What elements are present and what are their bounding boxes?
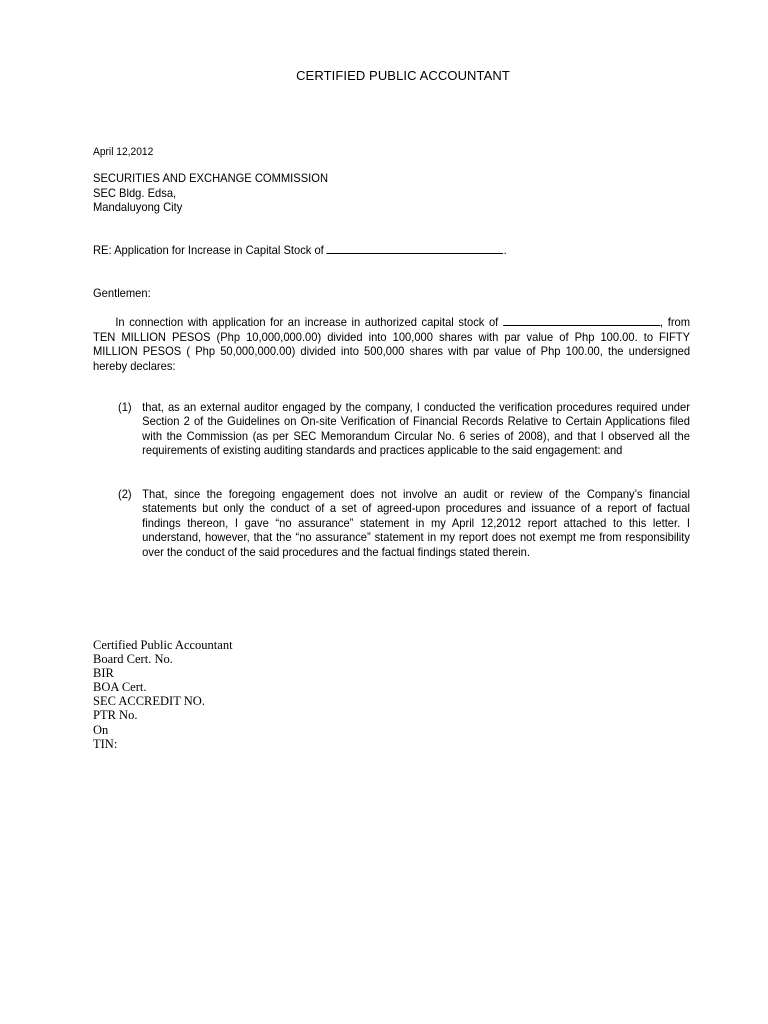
body-prefix: In connection with application for an increase in authorized capital stock of xyxy=(115,315,503,329)
body-rest: , from TEN MILLION PESOS (Php 10,000,000.00) divided into 100,000 shares with par value of Php 100.00. to FIFTY MILLION PESOS ( Php 50,000,000.00) divided into 500,000 shares with par value of Php 100.00, the undersigned hereby declares: xyxy=(93,315,691,373)
addressee-line: SECURITIES AND EXCHANGE COMMISSION xyxy=(93,171,329,185)
company-name-blank xyxy=(327,242,504,254)
addressee-line: SEC Bldg. Edsa, xyxy=(93,185,177,200)
item-number: (2) xyxy=(118,487,132,501)
list-item xyxy=(118,400,690,458)
item-number: (1) xyxy=(118,400,132,414)
declaration-item xyxy=(118,487,690,559)
salutation: Gentlemen: xyxy=(93,286,151,300)
item-text: that, as an external auditor engaged by the company, I conducted the verification procedures required under Section 2 of the Guidelines on On-site Verification of Financial Records Relative to Certain Applications filed with the Commission (as per SEC Memorandum Circular No. 6 series of 2008), and that I observed all the requirements of existing auditing standards and practices applicable to the said engagement: and xyxy=(142,400,690,458)
signature-line: TIN: xyxy=(93,736,118,751)
signature-line: BIR xyxy=(93,666,114,681)
signature-line: Certified Public Accountant xyxy=(93,638,233,652)
item-text: That, since the foregoing engagement does not involve an audit or review of the Company’s financial statements but only the conduct of a set of agreed-upon procedures and issuance of a report of factual findings thereon, I gave “no assurance” statement in my April 12,2012 report attached to this letter. I understand, however, that the “no assurance” statement in my report does not exempt me from responsibility over the conduct of the said procedures and the factual findings stated therein. xyxy=(142,487,690,559)
subject-line xyxy=(93,242,690,258)
subject-prefix: RE: Application for Increase in Capital Stock of xyxy=(93,243,327,257)
signature-block xyxy=(93,638,233,751)
addressee-block xyxy=(93,171,690,215)
signature-line: BOA Cert. xyxy=(93,680,147,695)
signature-line: SEC ACCREDIT NO. xyxy=(93,694,205,709)
body-paragraph xyxy=(93,314,690,373)
list-item xyxy=(118,487,690,559)
declaration-item xyxy=(118,400,690,458)
signature-line: Board Cert. No. xyxy=(93,652,173,667)
subject-suffix: . xyxy=(503,243,507,257)
document-title: CERTIFIED PUBLIC ACCOUNTANT xyxy=(296,68,510,83)
signature-line: PTR No. xyxy=(93,708,138,723)
addressee-line: Mandaluyong City xyxy=(93,200,183,214)
company-name-blank xyxy=(503,314,660,326)
letter-date: April 12,2012 xyxy=(93,146,154,158)
signature-line: On xyxy=(93,722,109,737)
